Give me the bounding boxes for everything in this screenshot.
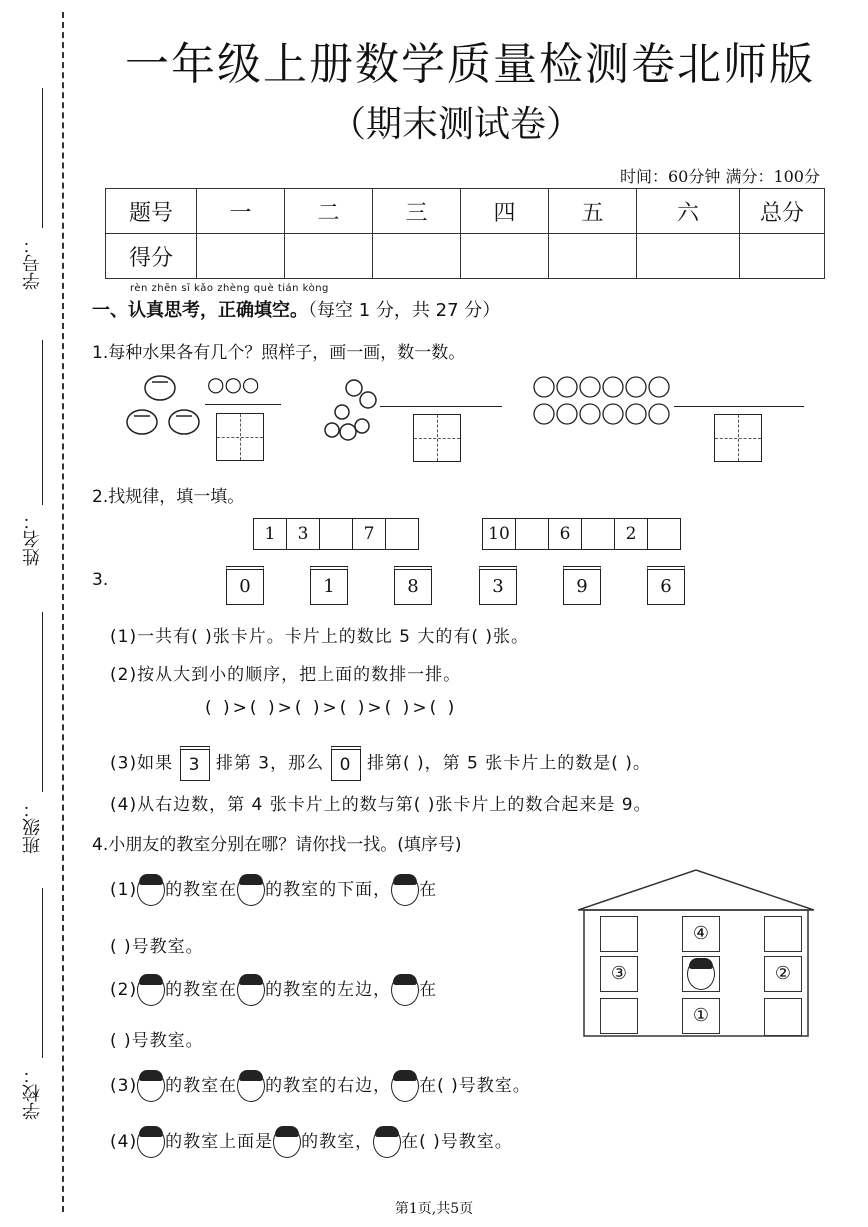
q4-part-1 [110,874,437,906]
page-title: 一年级上册数学质量检测卷北师版 [125,39,815,90]
room-window [764,916,802,952]
number-card: 8 [394,566,432,605]
q4-text: 的教室在 [165,980,238,1000]
q3-part-3-c: 排第( )，第 5 张卡片上的数是( )。 [366,753,651,774]
q4-text: 的教室， [301,1132,374,1152]
q4-part-1-answer[interactable]: ( )号教室。 [110,937,204,957]
q4-part-2 [110,974,437,1006]
boy-face-icon [237,974,265,1006]
sequence-2 [482,518,681,550]
score-cell[interactable] [740,234,825,279]
score-table-score-row [106,234,825,279]
score-cell[interactable] [637,234,740,279]
question-1-text: 1.每种水果各有几个？照样子，画一画，数一数。 [92,343,466,363]
count-box-1[interactable] [216,413,264,461]
score-row-label: 得分 [106,234,197,279]
score-cell[interactable] [285,234,373,279]
score-cell[interactable] [197,234,285,279]
sequence-cell[interactable] [648,519,680,549]
q3-part-4: (4)从右边数，第 4 张卡片上的数与第( )张卡片上的数合起来是 9。 [110,795,652,815]
score-table-header-row [106,189,825,234]
exam-meta: 时间：60分钟 满分：100分 [620,167,820,186]
room-with-child [682,956,720,992]
girl-face-icon [137,1070,165,1102]
school-label: 学校： [22,1066,43,1120]
q4-text[interactable]: 在( )号教室。 [401,1132,513,1152]
orange-picture [530,374,670,430]
boy-face-icon [237,1070,265,1102]
score-header-cell: 三 [373,189,461,234]
sequence-1 [253,518,419,550]
score-cell[interactable] [373,234,461,279]
q4-part-2-answer[interactable]: ( )号教室。 [110,1031,204,1051]
student-id-label: 学号： [22,236,43,290]
room-window [600,916,638,952]
page-footer: 第1页,共5页 [394,1201,474,1217]
q3-part-3-b: 排第 3，那么 [215,753,325,774]
count-box-3[interactable] [714,414,762,462]
question-2-text: 2.找规律，填一填。 [92,487,245,507]
student-id-line [42,88,43,228]
boy-face-icon [373,1126,401,1158]
number-card: 3 [479,566,517,605]
q4-part-label: (1) [110,880,138,900]
page-subtitle: （期末测试卷） [330,104,583,145]
sequence-cell: 1 [254,519,287,549]
sequence-cell[interactable] [320,519,353,549]
score-header-cell: 题号 [106,189,197,234]
sample-circles: ○○○ [207,372,260,396]
number-card: 1 [310,566,348,605]
inline-card-3: 3 [180,746,210,781]
sequence-cell: 10 [483,519,516,549]
class-label: 班级： [22,800,43,854]
score-header-cell: 五 [549,189,637,234]
q3-part-2: (2)按从大到小的顺序，把上面的数排一排。 [110,665,462,685]
q4-part-4 [110,1126,513,1158]
score-header-cell: 总分 [740,189,825,234]
class-line [42,612,43,792]
cherry-picture [318,374,378,444]
score-cell[interactable] [549,234,637,279]
inline-card-0: 0 [331,746,361,781]
school-building [578,868,814,1038]
sequence-cell: 7 [353,519,386,549]
q4-text: 的教室的右边， [265,1076,392,1096]
q4-text: 的教室上面是 [165,1132,274,1152]
score-header-cell: 四 [461,189,549,234]
boy-face-icon [687,958,715,990]
q4-text: 的教室的下面， [265,880,392,900]
q4-text: 在 [419,880,438,900]
boy-face-icon [391,974,419,1006]
girl-face-icon [137,874,165,906]
q3-part-1: (1)一共有( )张卡片。卡片上的数比 5 大的有( )张。 [110,627,530,647]
question-3-label: 3. [92,570,109,590]
sequence-cell[interactable] [516,519,549,549]
number-card: 6 [647,566,685,605]
q4-text: 的教室在 [165,880,238,900]
section-title: 一、认真思考，正确填空。 [92,300,308,321]
q4-part-label: (3) [110,1076,138,1096]
boy-face-icon [273,1126,301,1158]
q3-part-3-a: (3)如果 [110,753,174,774]
section-pinyin: rèn zhēn sī kǎo zhèng què tián kòng [130,283,329,294]
score-table [105,188,825,279]
count-box-2[interactable] [413,414,461,462]
question-4-text: 4.小朋友的教室分别在哪？请你找一找。(填序号) [92,835,462,855]
q4-text[interactable]: 在( )号教室。 [419,1076,531,1096]
name-label: 姓名： [22,512,43,566]
score-header-cell: 二 [285,189,373,234]
q4-part-3 [110,1070,531,1102]
number-card: 9 [563,566,601,605]
answer-line-1 [205,404,281,405]
section-note: （每空 1 分，共 27 分） [308,300,501,321]
boy-face-icon [237,874,265,906]
answer-line-3 [674,406,804,407]
boy-face-icon [137,1126,165,1158]
name-line [42,340,43,505]
q4-text: 的教室在 [165,1076,238,1096]
room-3: ③ [600,956,638,992]
q3-part-3 [110,746,651,781]
sequence-cell: 3 [287,519,320,549]
girl-face-icon [137,974,165,1006]
room-1: ① [682,998,720,1034]
score-header-cell: 六 [637,189,740,234]
persimmon-picture [122,372,212,442]
room-window [600,998,638,1034]
q4-part-label: (4) [110,1132,138,1152]
q4-part-label: (2) [110,980,138,1000]
girl-face-icon [391,874,419,906]
score-cell[interactable] [461,234,549,279]
score-header-cell: 一 [197,189,285,234]
section-heading [92,296,500,322]
sequence-cell[interactable] [386,519,418,549]
q4-text: 的教室的左边， [265,980,392,1000]
binding-dashed-line [62,12,64,1212]
sequence-cell: 2 [615,519,648,549]
room-4: ④ [682,916,720,952]
q4-text: 在 [419,980,438,1000]
school-line [42,888,43,1058]
number-card: 0 [226,566,264,605]
room-2: ② [764,956,802,992]
sequence-cell: 6 [549,519,582,549]
answer-line-2 [380,406,502,407]
girl-face-icon [391,1070,419,1102]
q3-order-blanks[interactable]: ( )>( )>( )>( )>( )>( ) [205,698,458,718]
entrance-door [764,998,802,1036]
sequence-cell[interactable] [582,519,615,549]
